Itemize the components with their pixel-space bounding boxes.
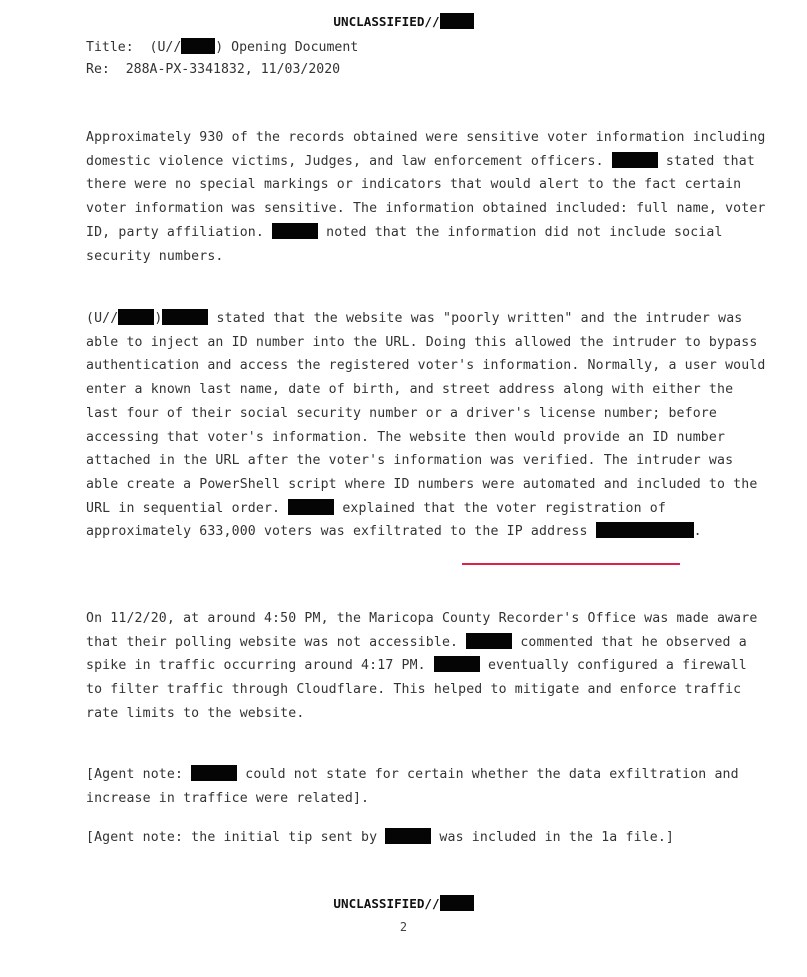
paragraph-text: noted that the information did not include social security numbers. xyxy=(86,224,723,264)
classification-text: UNCLASSIFIED// xyxy=(333,896,440,911)
paragraph-records xyxy=(86,126,766,268)
redaction-block xyxy=(191,765,237,781)
re-label: Re: xyxy=(86,62,110,77)
note-text: was included in the 1a file.] xyxy=(439,830,675,845)
title-line xyxy=(86,37,358,59)
paragraph-text: stated that the website was "poorly written" and the intruder was able to inject an ID number into the URL. Doing this allowed the intruder to bypass authentication and access the registered voter's information. Normally, a user would enter a known last name, date of birth, and street address along with either the last four of their social security number or a driver's license number; before accessing that voter's information. The website then would provide an ID number attached in the URL after the voter's information was verified. The intruder was able create a PowerShell script where ID numbers were automated and included to the URL in sequential order. xyxy=(86,311,766,516)
paragraph-outage xyxy=(86,607,766,726)
note-prefix: [Agent note: the initial tip sent by xyxy=(86,830,378,845)
agent-note-relation xyxy=(86,763,766,810)
redaction-block xyxy=(118,309,154,325)
title-prefix: (U// xyxy=(149,40,182,55)
classification-header xyxy=(0,13,807,29)
redaction-block xyxy=(466,633,512,649)
note-prefix: [Agent note: xyxy=(86,767,184,782)
paragraph-text: Approximately 930 of the records obtained were sensitive voter information including domestic violence victims, Judges, and law enforcement officers. xyxy=(86,130,766,169)
re-line xyxy=(86,59,340,81)
redaction-block xyxy=(596,522,694,538)
paragraph-text: explained that the voter registration of approximately 633,000 voters was exfiltrated to the IP address xyxy=(86,500,666,540)
redaction-block xyxy=(612,152,658,168)
page-number: 2 xyxy=(399,920,408,934)
paragraph-text: stated that there were no special markings or indicators that would alert to the fact certain voter information was sensitive. The information obtained included: full name, voter ID, party affiliation. xyxy=(86,153,766,240)
redaction-block xyxy=(288,499,334,515)
redaction-block xyxy=(434,656,480,672)
highlight-underline xyxy=(462,563,680,565)
redaction-block xyxy=(162,309,208,325)
paragraph-text: eventually configured a firewall to filter traffic through Cloudflare. This helped to mitigate and enforce traffic rate limits to the website. xyxy=(86,658,747,721)
redaction-block xyxy=(440,895,474,911)
note-text: could not state for certain whether the data exfiltration and increase in traffice were related]. xyxy=(86,767,739,806)
classification-footer xyxy=(0,895,807,911)
paragraph-intrusion: (U// ) stated that the website was "poorly written" and the intruder was able to inject an ID number into the URL. Doing this allowed the intruder to bypass authentication and access the registered voter's information. Normally, a user would enter a known last name, date of birth, and street address along with either the last four of their social security number or a driver's license number; before accessing that voter's information. The website then would provide an ID number attached in the URL after the voter's information was verified. The intruder was able create a PowerShell script where ID numbers were automated and included to the URL in sequential order. explained that the voter registration of approximately 633,000 voters was exfiltrated to the IP address . xyxy=(86,311,766,540)
classification-text: UNCLASSIFIED// xyxy=(333,14,440,29)
classification-prefix: (U// xyxy=(86,311,119,326)
redaction-block xyxy=(385,828,431,844)
case-number: 288A-PX-3341832, 11/03/2020 xyxy=(125,62,341,77)
paragraph-text: On 11/2/20, at around 4:50 PM, the Maricopa County Recorder's Office was made aware that their polling website was not accessible. xyxy=(86,611,758,650)
title-text: ) Opening Document xyxy=(215,40,359,55)
paragraph-text: commented that he observed a spike in traffic occurring around 4:17 PM. xyxy=(86,634,747,674)
paragraph-text: . xyxy=(693,524,702,540)
title-label: Title: xyxy=(86,40,134,55)
agent-note-tip xyxy=(86,826,766,850)
redaction-block xyxy=(181,38,215,54)
redaction-block xyxy=(440,13,474,29)
redaction-block xyxy=(272,223,318,239)
